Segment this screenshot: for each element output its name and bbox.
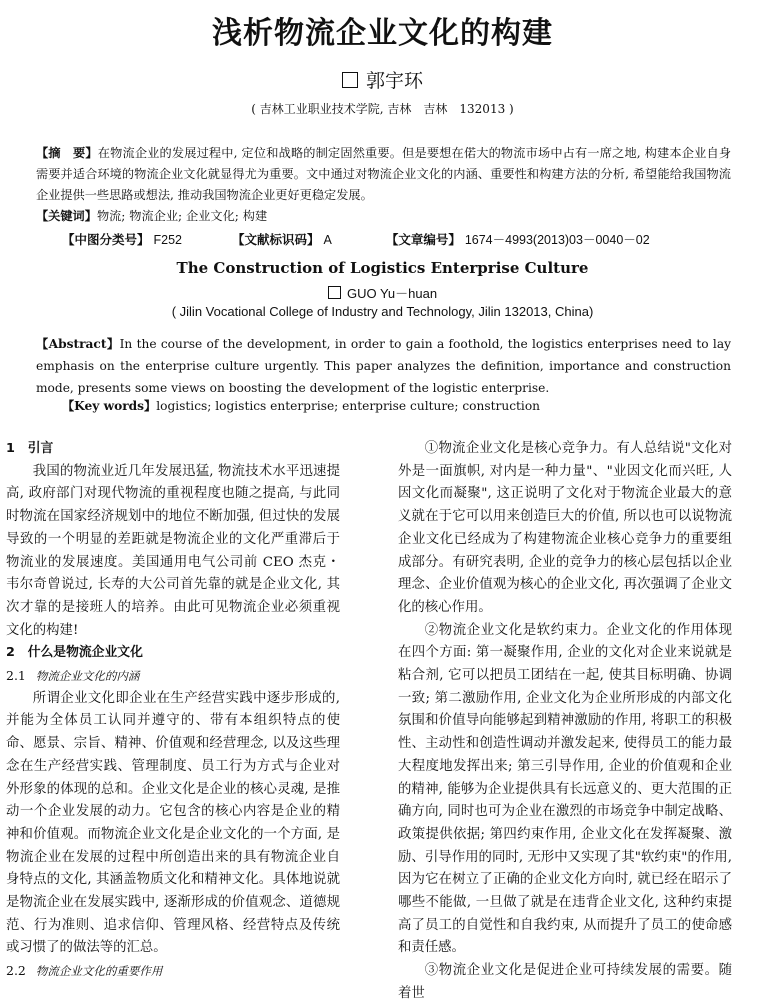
right-paragraph-1: ①物流企业文化是核心竞争力。有人总结说"文化对外是一面旗帜, 对内是一种力量"、"业因文化而兴旺, 人因文化而凝聚", 这正说明了文化对于物流企业最大的意义就在于它可以用来创造巨大的价值, 所以也可以说物流企业文化已经成为了构建物流企业核心竞争力的重要组成部分。有研究表明, 企业的竞争力的核心层包括以企业理念、企业价值观为核心的企业文化, 再次强调了企业文化的核心作用。 <box>398 441 732 615</box>
abstract-en-text: In the course of the development, in order to gain a foothold, the logistics enterprises need to lay emphasis on the enterprise culture urgently. This paper analyzes the definition, importance and construction mode, presents some views on boosting the development of the logistic enterprise. <box>36 337 731 395</box>
section-2-2-title: 物流企业文化的重要作用 <box>35 964 163 979</box>
section-1-paragraph: 我国的物流业近几年发展迅猛, 物流技术水平迅速提高, 政府部门对现代物流的重视程度也随之提高, 与此同时物流在国家经济规划中的地位不断加强, 但过快的发展导致的一个明显的差距就是物流企业的文化严重滞后于物流业的发展速度。美国通用电气公司前 CEO 杰克・韦尔奇曾说过, 长寿的大公司首先靠的就是企业文化, 其次才靠的是接班人的培养。由此可见物流企业必须重视文化的构建! <box>6 463 340 638</box>
article-no-value: 1674－4993(2013)03－0040－02 <box>464 233 650 247</box>
clc-label: 【中图分类号】 <box>62 232 150 247</box>
abstract-cn-label: 【摘 要】 <box>36 146 98 160</box>
body-right-column <box>398 438 732 1006</box>
abstract-cn-text: 在物流企业的发展过程中, 定位和战略的制定固然重要。但是要想在偌大的物流市场中占有一席之地, 构建本企业自身需要并适合环境的物流企业文化就显得尤为重要。文中通过对物流企业文化的内涵、重要性和构建方法的分析, 希望能给我国物流企业提供一些思路或想法, 推动我国物流企业更好更稳定发展。 <box>36 146 732 202</box>
section-2-heading: 2 什么是物流企业文化 <box>6 645 143 661</box>
clc-value: F252 <box>153 233 182 247</box>
doc-code-value: A <box>323 233 332 247</box>
abstract-en-label: 【Abstract】 <box>36 337 120 351</box>
keywords-cn-text: 物流; 物流企业; 企业文化; 构建 <box>96 209 268 223</box>
author-name: 郭宇环 <box>365 70 423 92</box>
section-2-1-paragraph: 所谓企业文化即企业在生产经营实践中逐步形成的, 并能为全体员工认同并遵守的、带有本组织特点的使命、愿景、宗旨、精神、价值观和经营理念, 以及这些理念在生产经营实践、管理制度、员工行为方式与企业对外形象的体现的总和。企业文化是企业的核心灵魂, 是推动一个企业发展的动力。它包含的核心内容是企业的精神和价值观。而物流企业文化是企业文化的一个方面, 是物流企业在发展的过程中所创造出来的具有物流企业自身特点的文化, 其涵盖物质文化和精神文化。具体地说就是物流企业在发展实践中, 逐渐形成的价值观念、道德规范、行为准则、追求信仰、管理风格、经营特点及传统或习惯了的做法等的汇总。 <box>6 690 340 956</box>
keywords-en <box>62 397 732 414</box>
author-box-icon <box>342 72 358 88</box>
section-1-heading: 1 引言 <box>6 441 54 456</box>
english-affiliation: ( Jilin Vocational College of Industry and Technology, Jilin 132013, China) <box>171 304 594 319</box>
abstract-en <box>36 333 731 399</box>
body-left-column <box>6 438 340 983</box>
section-2-1-heading <box>6 665 340 688</box>
right-paragraph-2: ②物流企业文化是软约束力。企业文化的作用体现在四个方面: 第一凝聚作用, 企业的文化对企业来说就是粘合剂, 它可以把员工团结在一起, 使其目标明确、协调一致; 第二激励作用, 企业文化为企业所形成的内部文化氛围和价值导向能够起到精神激励的作用, 将职工的积极性、主动性和创造性调动并激发起来, 使得员工的能力最大程度地发挥出来; 第三引导作用, 企业的价值观和企业的精神, 能够为企业提供具有长远意义的、更大范围的正确方向, 同时也可为企业在激烈的市场竞争中制定战略、政策提供依据; 第四约束作用, 企业文化在发挥凝聚、激励、引导作用的同时, 无形中又实现了其"软约束"的作用, 因为它在树立了正确的企业文化方向时, 就已经在昭示了哪些不能做, 一旦做了就是在违背企业文化, 这种约束提高了员工的自觉性和自我约束, 从而提升了员工的使命感和责任感。 <box>398 622 732 956</box>
section-2-2-number: 2.2 <box>6 963 26 979</box>
keywords-en-text: logistics; logistics enterprise; enterprise culture; construction <box>156 399 541 413</box>
abstract-cn <box>36 143 731 227</box>
english-title: The Construction of Logistics Enterprise Culture <box>176 259 589 277</box>
keywords-cn-label: 【关键词】 <box>36 209 97 223</box>
section-2-1-title: 物流企业文化的内涵 <box>35 669 140 684</box>
section-2-2-heading <box>6 960 340 983</box>
author-line <box>0 66 765 93</box>
author-affiliation: ( 吉林工业职业技术学院, 吉林 吉林 132013 ) <box>251 102 514 116</box>
right-paragraph-3: ③物流企业文化是促进企业可持续发展的需要。随着世 <box>398 963 732 1001</box>
article-no-label: 【文章编号】 <box>385 232 461 247</box>
section-2-1-number: 2.1 <box>6 668 26 684</box>
english-author-line <box>0 283 765 302</box>
english-author-box-icon <box>328 286 341 299</box>
keywords-en-label: 【Key words】 <box>62 399 157 413</box>
paper-title: 浅析物流企业文化的构建 <box>212 16 553 51</box>
english-author: GUO Yu－huan <box>346 286 438 301</box>
article-meta <box>62 230 722 248</box>
doc-code-label: 【文献标识码】 <box>231 232 320 247</box>
